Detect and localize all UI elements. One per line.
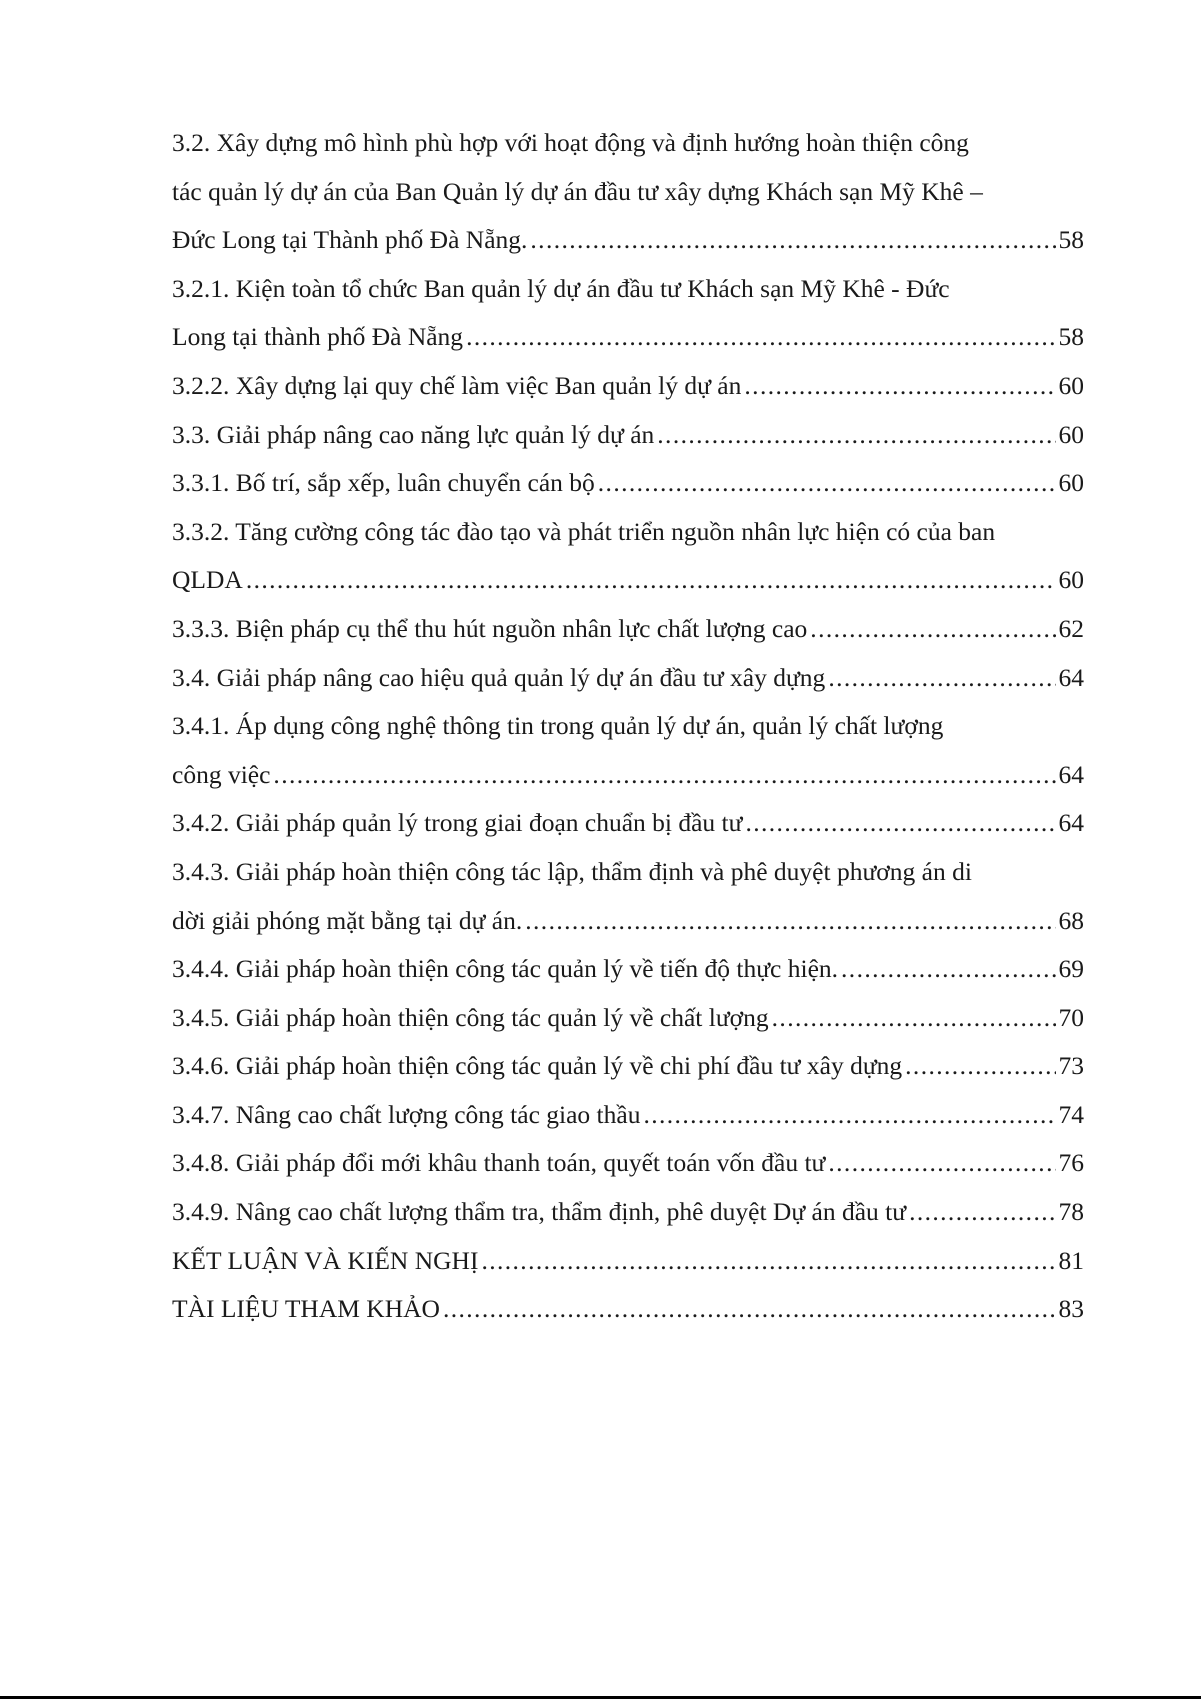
toc-entry-final-line bbox=[172, 1139, 1084, 1188]
toc-entry-title: 3.4.6. Giải pháp hoàn thiện công tác quản lý về chi phí đầu tư xây dựng bbox=[172, 1051, 903, 1081]
toc-entry[interactable] bbox=[172, 411, 1084, 460]
toc-entry[interactable] bbox=[172, 362, 1084, 411]
toc-entry-title: Đức Long tại Thành phố Đà Nẵng. bbox=[172, 225, 528, 255]
toc-page-number: 60 bbox=[1058, 370, 1084, 400]
toc-entry[interactable] bbox=[172, 1139, 1084, 1188]
toc-entry-final-line bbox=[172, 411, 1084, 460]
dot-leader bbox=[525, 897, 1055, 946]
dot-leader bbox=[273, 751, 1055, 800]
toc-entry-final-line bbox=[172, 654, 1084, 703]
toc-entry-final-line bbox=[172, 313, 1084, 362]
dot-leader bbox=[810, 605, 1055, 654]
toc-page-number: 70 bbox=[1058, 1002, 1084, 1032]
toc-entry-line: tác quản lý dự án của Ban Quản lý dự án đầu tư xây dựng Khách sạn Mỹ Khê – bbox=[172, 176, 983, 206]
dot-leader bbox=[481, 1237, 1055, 1286]
dot-leader bbox=[909, 1188, 1055, 1237]
toc-entry[interactable] bbox=[172, 654, 1084, 703]
toc-page-number: 74 bbox=[1058, 1099, 1084, 1129]
toc-page-number: 81 bbox=[1058, 1245, 1084, 1275]
toc-entry-title: 3.3.3. Biện pháp cụ thể thu hút nguồn nhân lực chất lượng cao bbox=[172, 613, 808, 643]
toc-entry-title: TÀI LIỆU THAM KHẢO bbox=[172, 1294, 440, 1324]
toc-entry-title: 3.4.2. Giải pháp quản lý trong giai đoạn chuẩn bị đầu tư bbox=[172, 808, 743, 838]
toc-page-number: 60 bbox=[1058, 468, 1084, 498]
toc-entry-title: 3.4. Giải pháp nâng cao hiệu quả quản lý dự án đầu tư xây dựng bbox=[172, 662, 826, 692]
table-of-contents bbox=[172, 119, 1084, 1334]
toc-entry-title: Long tại thành phố Đà Nẵng bbox=[172, 322, 464, 352]
toc-page-number: 62 bbox=[1058, 613, 1084, 643]
toc-page-number: 76 bbox=[1058, 1148, 1084, 1178]
toc-entry-final-line bbox=[172, 1091, 1084, 1140]
toc-entry[interactable] bbox=[172, 1285, 1084, 1334]
toc-entry-final-line bbox=[172, 799, 1084, 848]
toc-entry-title: 3.2.2. Xây dựng lại quy chế làm việc Ban quản lý dự án bbox=[172, 370, 742, 400]
toc-entry-title: 3.3. Giải pháp nâng cao năng lực quản lý dự án bbox=[172, 419, 655, 449]
dot-leader bbox=[828, 654, 1055, 703]
toc-entry[interactable] bbox=[172, 1042, 1084, 1091]
toc-entry-title: 3.4.8. Giải pháp đổi mới khâu thanh toán, quyết toán vốn đầu tư bbox=[172, 1148, 826, 1178]
toc-page-number: 73 bbox=[1058, 1051, 1084, 1081]
dot-leader bbox=[643, 1091, 1055, 1140]
toc-entry[interactable] bbox=[172, 1188, 1084, 1237]
toc-entry[interactable] bbox=[172, 994, 1084, 1043]
toc-entry-final-line bbox=[172, 945, 1084, 994]
toc-entry-title: KẾT LUẬN VÀ KIẾN NGHỊ bbox=[172, 1245, 479, 1275]
toc-entry-line: 3.4.3. Giải pháp hoàn thiện công tác lập, thẩm định và phê duyệt phương án di bbox=[172, 856, 972, 886]
toc-entry-title: công việc bbox=[172, 759, 271, 789]
toc-page-number: 78 bbox=[1058, 1197, 1084, 1227]
dot-leader bbox=[745, 799, 1055, 848]
toc-entry-title: QLDA bbox=[172, 565, 243, 595]
toc-entry[interactable] bbox=[172, 799, 1084, 848]
toc-entry-line: 3.3.2. Tăng cường công tác đào tạo và phát triển nguồn nhân lực hiện có của ban bbox=[172, 516, 996, 546]
toc-entry-final-line bbox=[172, 994, 1084, 1043]
toc-entry-final-line bbox=[172, 1042, 1084, 1091]
toc-page-number: 64 bbox=[1058, 662, 1084, 692]
toc-entry-final-line bbox=[172, 1285, 1084, 1334]
toc-entry-title: 3.3.1. Bố trí, sắp xếp, luân chuyển cán bộ bbox=[172, 468, 595, 498]
toc-entry-final-line bbox=[172, 751, 1084, 800]
toc-entry-final-line bbox=[172, 1188, 1084, 1237]
toc-entry[interactable] bbox=[172, 702, 1084, 799]
toc-entry-final-line bbox=[172, 556, 1084, 605]
toc-entry-final-line bbox=[172, 1237, 1084, 1286]
toc-page-number: 58 bbox=[1058, 322, 1084, 352]
toc-entry[interactable] bbox=[172, 459, 1084, 508]
toc-entry[interactable] bbox=[172, 119, 1084, 265]
toc-entry-title: 3.4.9. Nâng cao chất lượng thẩm tra, thẩm định, phê duyệt Dự án đầu tư bbox=[172, 1197, 907, 1227]
toc-entry[interactable] bbox=[172, 605, 1084, 654]
toc-entry-final-line bbox=[172, 459, 1084, 508]
toc-entry[interactable] bbox=[172, 848, 1084, 945]
toc-entry[interactable] bbox=[172, 1237, 1084, 1286]
toc-entry-title: 3.4.4. Giải pháp hoàn thiện công tác quản lý về tiến độ thực hiện. bbox=[172, 954, 839, 984]
dot-leader bbox=[905, 1042, 1055, 1091]
dot-leader bbox=[841, 945, 1055, 994]
toc-entry-final-line bbox=[172, 216, 1084, 265]
toc-entry-line: 3.2.1. Kiện toàn tổ chức Ban quản lý dự án đầu tư Khách sạn Mỹ Khê - Đức bbox=[172, 273, 950, 303]
toc-entry[interactable] bbox=[172, 265, 1084, 362]
toc-page-number: 83 bbox=[1058, 1294, 1084, 1324]
toc-page-number: 64 bbox=[1058, 759, 1084, 789]
toc-page-number: 60 bbox=[1058, 565, 1084, 595]
dot-leader bbox=[443, 1285, 1056, 1334]
dot-leader bbox=[744, 362, 1055, 411]
toc-page-number: 69 bbox=[1058, 954, 1084, 984]
dot-leader bbox=[598, 459, 1056, 508]
dot-leader bbox=[466, 313, 1055, 362]
toc-entry[interactable] bbox=[172, 508, 1084, 605]
toc-entry-final-line bbox=[172, 362, 1084, 411]
dot-leader bbox=[657, 411, 1055, 460]
toc-entry-final-line bbox=[172, 897, 1084, 946]
toc-entry-line: 3.4.1. Áp dụng công nghệ thông tin trong quản lý dự án, quản lý chất lượng bbox=[172, 711, 944, 741]
toc-page-number: 60 bbox=[1058, 419, 1084, 449]
dot-leader bbox=[246, 556, 1056, 605]
toc-entry[interactable] bbox=[172, 1091, 1084, 1140]
toc-page-number: 58 bbox=[1058, 225, 1084, 255]
toc-page-number: 68 bbox=[1058, 905, 1084, 935]
toc-entry-final-line bbox=[172, 605, 1084, 654]
toc-entry[interactable] bbox=[172, 945, 1084, 994]
dot-leader bbox=[530, 216, 1055, 265]
toc-entry-title: 3.4.7. Nâng cao chất lượng công tác giao thầu bbox=[172, 1099, 641, 1129]
toc-page-number: 64 bbox=[1058, 808, 1084, 838]
dot-leader bbox=[828, 1139, 1055, 1188]
dot-leader bbox=[772, 994, 1056, 1043]
toc-entry-line: 3.2. Xây dựng mô hình phù hợp với hoạt động và định hướng hoàn thiện công bbox=[172, 128, 969, 157]
toc-entry-title: 3.4.5. Giải pháp hoàn thiện công tác quản lý về chất lượng bbox=[172, 1002, 769, 1032]
toc-entry-title: dời giải phóng mặt bằng tại dự án. bbox=[172, 905, 523, 935]
